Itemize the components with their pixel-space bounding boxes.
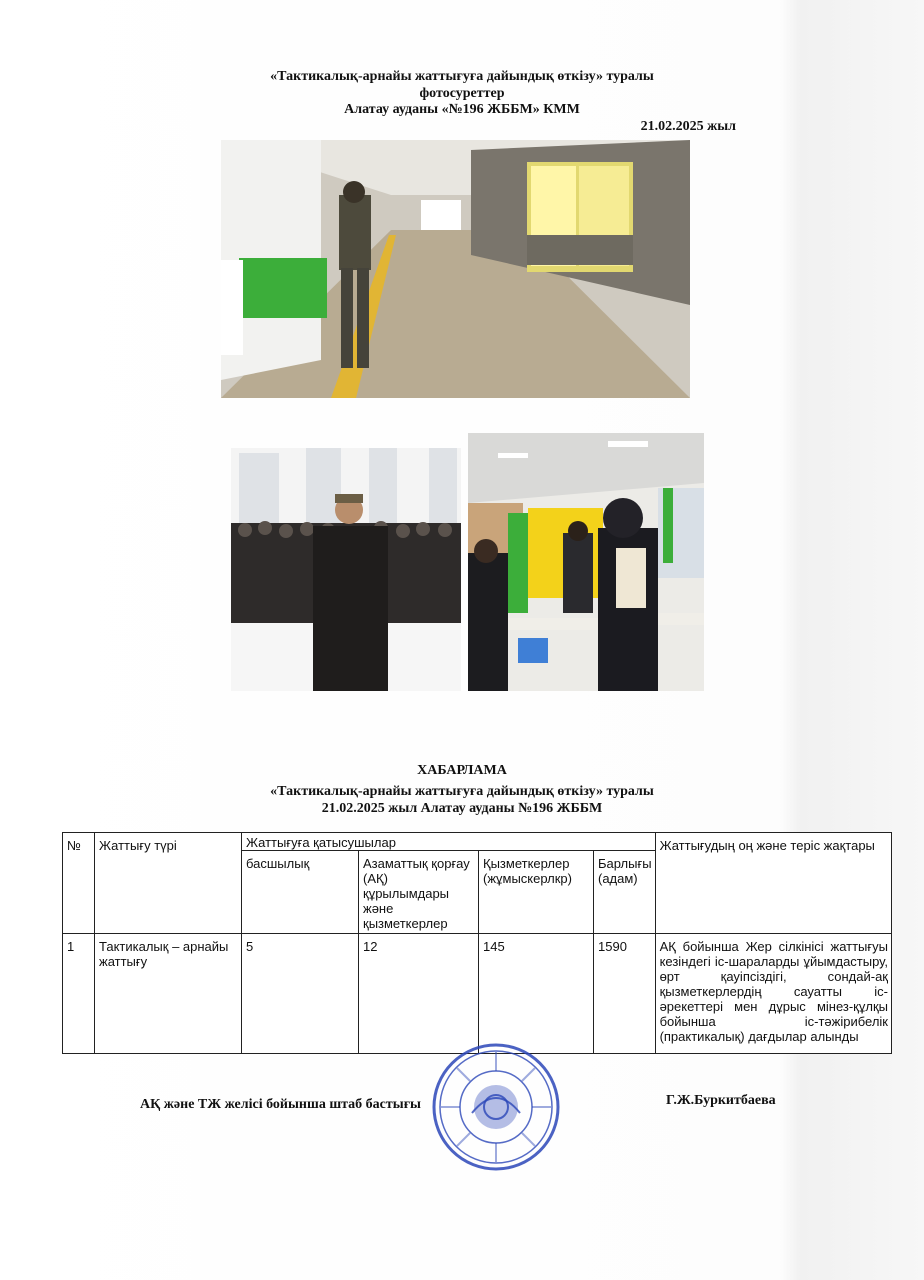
- table-header-row: [63, 833, 892, 851]
- photo-title-line2: фотосуреттер: [419, 86, 505, 101]
- instructor-students-photo: [231, 448, 461, 691]
- classroom-drill-photo: [468, 433, 704, 691]
- header-staff: Қызметкерлер (жұмыскерлкр): [479, 851, 594, 934]
- report-subtitle-line2: 21.02.2025 жыл Алатау ауданы №196 ЖББМ: [321, 801, 603, 816]
- cell-result: АҚ бойынша Жер сілкінісі жаттығуы кезіндегі іс-шараларды ұйымдастыру, өрт қауіпсіздігі, сондай-ақ қызметкерлердің сауатты іс-әрекеттері мен дұрыс мінез-құлқы бойынша іс-тәжірибелік (практикалық) дағдылар алынды: [655, 934, 891, 1054]
- header-civil-protection: Азаматтық қорғау (АҚ) құрылымдары және қызметкерлер: [359, 851, 479, 934]
- cell-staff: 145: [479, 934, 594, 1054]
- table-row: [63, 934, 892, 1054]
- cell-number: 1: [63, 934, 95, 1054]
- header-drill-type: Жаттығу түрі: [95, 833, 242, 934]
- official-seal-stamp: [432, 1043, 560, 1171]
- school-name: Алатау ауданы «№196 ЖББМ» КММ: [344, 102, 580, 117]
- header-leaders: басшылық: [242, 851, 359, 934]
- signer-position: АҚ және ТЖ желісі бойынша штаб бастығы: [140, 1097, 421, 1112]
- cell-drill-type: Тактикалық – арнайы жаттығу: [95, 934, 242, 1054]
- header-pros-cons: Жаттығудың оң және теріс жақтары: [655, 833, 891, 934]
- signer-name: Г.Ж.Буркитбаева: [666, 1093, 776, 1108]
- header-number: №: [63, 833, 95, 934]
- header-total: Барлығы (адам): [594, 851, 656, 934]
- header-participants: Жаттығуға қатысушылар: [242, 833, 656, 851]
- drill-report-table: [62, 832, 892, 1054]
- cell-total: 1590: [594, 934, 656, 1054]
- cell-leaders: 5: [242, 934, 359, 1054]
- report-subtitle-line1: «Тактикалық-арнайы жаттығуға дайындық өткізу» туралы: [270, 784, 654, 799]
- document-date: 21.02.2025 жыл: [640, 119, 736, 134]
- corridor-photo: [221, 140, 690, 398]
- photo-title-line1: «Тактикалық-арнайы жаттығуға дайындық өткізу» туралы: [270, 69, 654, 84]
- cell-civil-protection: 12: [359, 934, 479, 1054]
- report-heading: ХАБАРЛАМА: [417, 763, 507, 778]
